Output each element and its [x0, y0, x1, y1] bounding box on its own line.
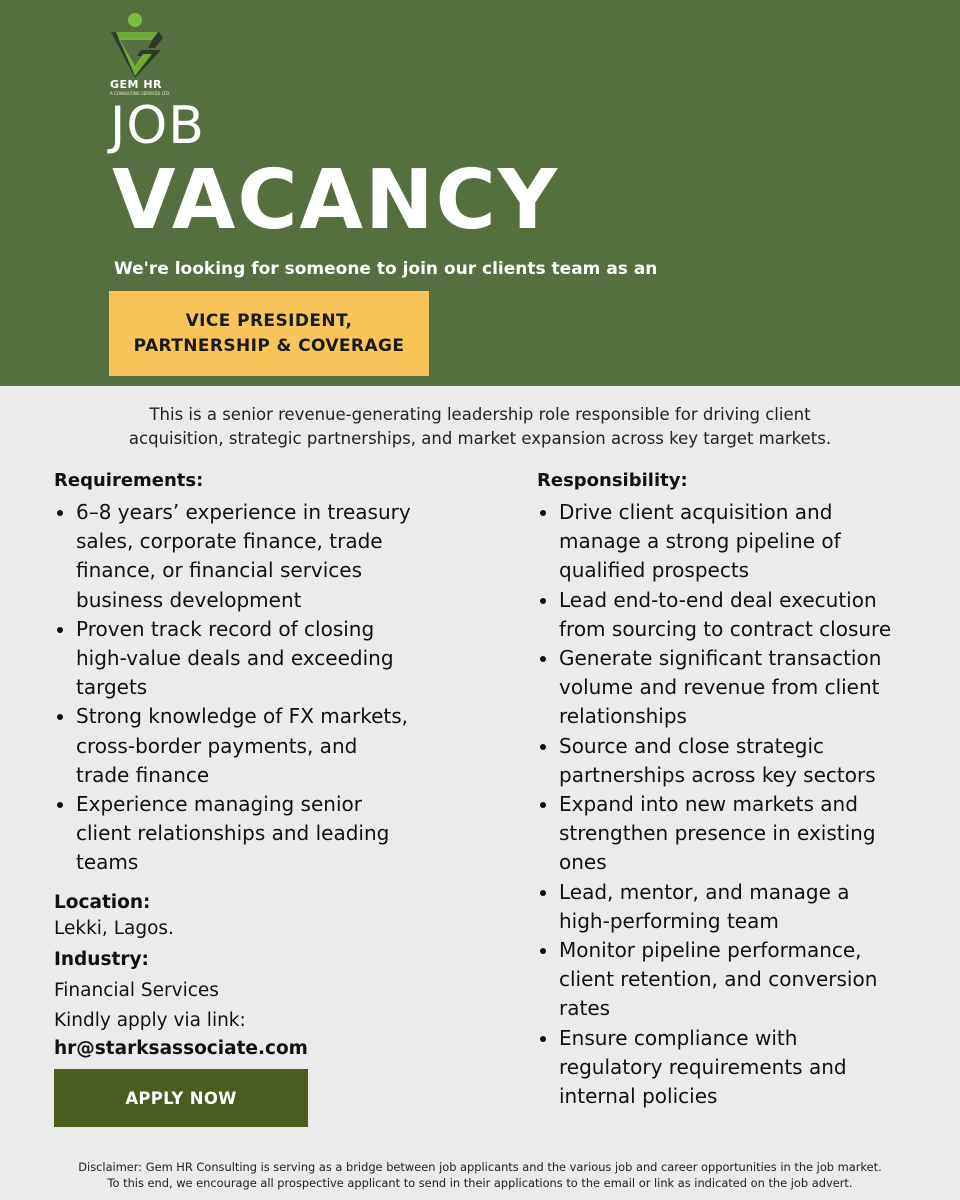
bullet-line: Generate significant transaction — [559, 646, 882, 671]
location-value: Lekki, Lagos. — [54, 918, 174, 939]
logo-name: GEM HR — [110, 78, 162, 91]
bullet-line: Strong knowledge of FX markets, — [76, 704, 409, 729]
bullet-line: trade finance — [76, 762, 210, 787]
bullet-line: Source and close strategic — [559, 733, 825, 758]
bullet-item — [54, 615, 474, 703]
role-summary-line: This is a senior revenue-generating leadership role responsible for driving client — [149, 405, 811, 424]
tagline: We're looking for someone to join our clients team as an — [114, 259, 658, 279]
contact-email[interactable]: hr@starksassociate.com — [54, 1038, 308, 1059]
bullet-line: high-performing team — [559, 908, 779, 933]
responsibility-section — [537, 468, 957, 1111]
bullet-line: Proven track record of closing — [76, 616, 375, 641]
bullet-item — [537, 498, 957, 586]
bullet-line: rates — [559, 996, 611, 1021]
bullet-item — [537, 878, 957, 936]
bullet-line: teams — [76, 850, 139, 875]
bullet-line: 6–8 years’ experience in treasury — [76, 500, 411, 524]
bullet-line: Experience managing senior — [76, 792, 362, 817]
bullet-item — [54, 790, 474, 878]
bullet-line: Drive client acquisition and — [559, 500, 833, 524]
bullet-line: relationships — [559, 704, 687, 729]
responsibility-list — [537, 498, 957, 1111]
apply-instructions: Kindly apply via link: — [54, 1010, 246, 1031]
bullet-line: strengthen presence in existing — [559, 821, 876, 846]
role-summary — [40, 403, 920, 451]
bullet-line: volume and revenue from client — [559, 675, 880, 700]
bullet-line: ones — [559, 850, 607, 875]
bullet-line: from sourcing to contract closure — [559, 616, 892, 641]
header-banner — [0, 0, 960, 386]
bullet-line: Lead end-to-end deal execution — [559, 587, 877, 612]
requirements-section — [54, 468, 474, 878]
bullet-item — [54, 702, 474, 790]
bullet-item — [537, 936, 957, 1024]
bullet-line: Ensure compliance with — [559, 1025, 798, 1050]
requirements-list — [54, 498, 474, 878]
role-title-line1: VICE PRESIDENT, — [185, 310, 353, 331]
bullet-line: client retention, and conversion — [559, 967, 878, 992]
bullet-line: regulatory requirements and — [559, 1054, 847, 1079]
bullet-line: cross-border payments, and — [76, 733, 358, 758]
role-title-box — [109, 291, 429, 376]
title-job: JOB — [110, 96, 205, 156]
bullet-line: high-value deals and exceeding — [76, 646, 394, 671]
bullet-line: client relationships and leading — [76, 821, 390, 846]
bullet-line: qualified prospects — [559, 558, 750, 583]
bullet-item — [54, 498, 474, 615]
bullet-item — [537, 644, 957, 732]
disclaimer-line: To this end, we encourage all prospective applicant to send in their applications to the email or link as indicated on the job advert. — [107, 1176, 853, 1190]
bullet-line: finance, or financial services — [76, 558, 363, 583]
bullet-line: manage a strong pipeline of — [559, 529, 841, 554]
location-label: Location: — [54, 892, 151, 913]
industry-label: Industry: — [54, 949, 149, 970]
role-title-line2: PARTNERSHIP & COVERAGE — [133, 335, 405, 356]
responsibility-heading: Responsibility: — [537, 470, 688, 491]
requirements-heading: Requirements: — [54, 470, 204, 491]
bullet-line: Lead, mentor, and manage a — [559, 879, 850, 904]
bullet-item — [537, 732, 957, 790]
logo-subtitle: A CONSULTING SERVICES LTD. — [110, 91, 171, 96]
bullet-line: business development — [76, 587, 302, 612]
bullet-line: Expand into new markets and — [559, 792, 858, 817]
bullet-line: targets — [76, 675, 148, 700]
bullet-line: internal policies — [559, 1084, 718, 1109]
disclaimer-line: Disclaimer: Gem HR Consulting is serving as a bridge between job applicants and the various job and career opportunities in the job market. — [78, 1160, 882, 1174]
role-summary-line: acquisition, strategic partnerships, and market expansion across key target markets. — [128, 429, 832, 448]
bullet-line: partnerships across key sectors — [559, 762, 876, 787]
title-vacancy: VACANCY — [112, 153, 560, 248]
bullet-item — [537, 1024, 957, 1112]
bullet-line: sales, corporate finance, trade — [76, 529, 383, 554]
bullet-item — [537, 586, 957, 644]
disclaimer — [20, 1159, 940, 1191]
industry-value: Financial Services — [54, 980, 219, 1001]
apply-now-button[interactable]: APPLY NOW — [54, 1069, 308, 1127]
bullet-item — [537, 790, 957, 878]
bullet-line: Monitor pipeline performance, — [559, 938, 862, 963]
